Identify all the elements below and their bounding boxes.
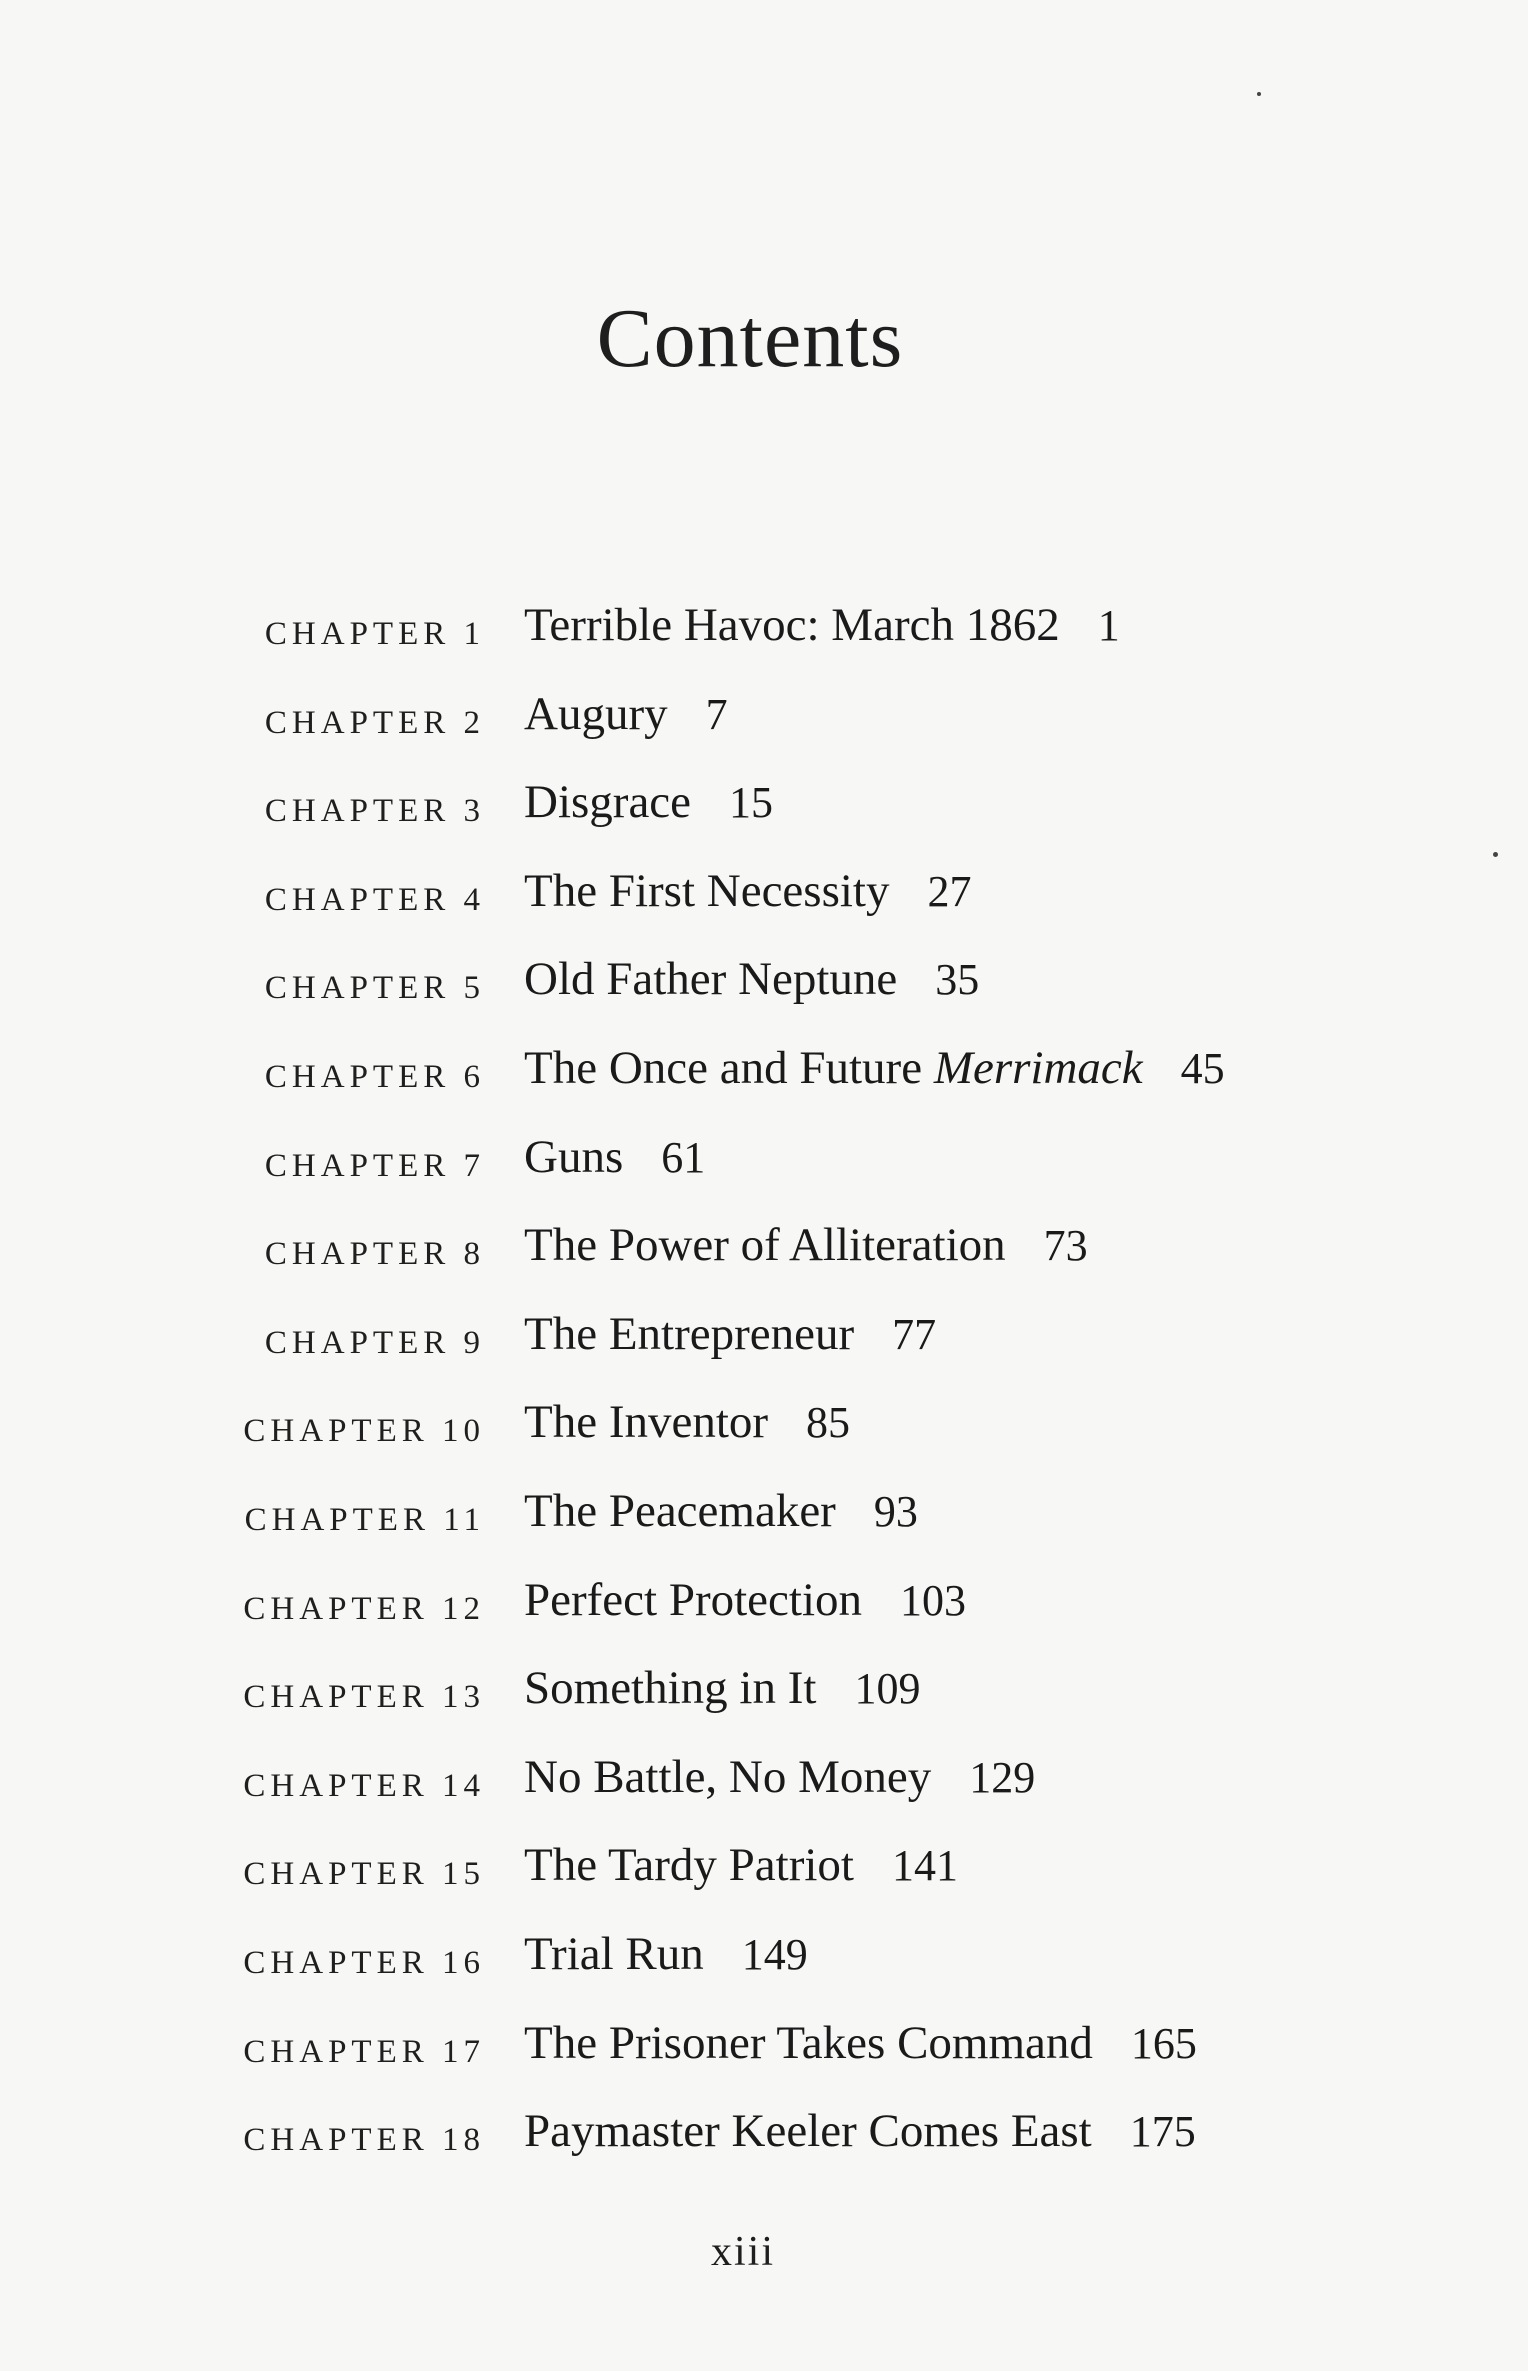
chapter-label: CHAPTER 17 [243,2033,485,2070]
ship-name: Merrimack [933,1041,1143,1094]
page-folio: xiii [710,2229,775,2275]
chapter-page-number: 141 [892,1841,958,1891]
toc-entry-11 [0,1476,1528,1565]
chapter-label: CHAPTER 14 [243,1767,485,1804]
toc-entry-17 [0,2008,1528,2097]
chapter-label: CHAPTER 3 [264,793,485,830]
chapter-title: Perfect Protection 103 [524,1573,967,1626]
chapter-title: Something in It 109 [524,1662,921,1715]
chapter-page-number: 103 [900,1575,967,1625]
chapter-title: The Tardy Patriot 141 [524,1839,958,1892]
table-of-contents [0,590,1528,2185]
chapter-page-number: 129 [969,1752,1036,1802]
page-title: Contents [596,292,904,385]
paper-speck [1257,92,1261,96]
toc-entry-7 [0,1122,1528,1211]
chapter-label: CHAPTER 6 [264,1058,485,1095]
chapter-title: Terrible Havoc: March 1862 1 [524,599,1120,651]
chapter-page-number: 35 [935,955,980,1005]
toc-entry-18 [0,2096,1528,2185]
chapter-label: CHAPTER 12 [243,1590,485,1627]
toc-entry-3 [0,767,1528,856]
toc-entry-2 [0,679,1528,768]
chapter-page-number: 27 [927,866,972,916]
toc-entry-14 [0,1742,1528,1831]
chapter-title: Guns 61 [524,1130,706,1183]
chapter-title: Paymaster Keeler Comes East 175 [524,2105,1196,2158]
chapter-page-number: 73 [1043,1221,1088,1271]
toc-entry-9 [0,1299,1528,1388]
chapter-title: The Entrepreneur 77 [524,1307,937,1360]
chapter-title: No Battle, No Money 129 [524,1750,1036,1803]
chapter-label: CHAPTER 10 [243,1413,485,1450]
chapter-label: CHAPTER 7 [264,1147,485,1184]
chapter-title: The Inventor 85 [524,1396,851,1449]
toc-entry-1 [0,590,1528,679]
chapter-title: The Prisoner Takes Command 165 [524,2016,1197,2069]
chapter-label: CHAPTER 9 [264,1324,485,1361]
toc-entry-5 [0,944,1528,1033]
chapter-label: CHAPTER 5 [264,970,485,1007]
chapter-title: Disgrace 15 [524,776,774,829]
chapter-page-number: 175 [1129,2107,1196,2157]
chapter-label: CHAPTER 1 [264,616,485,652]
chapter-title: The First Necessity 27 [524,864,972,917]
chapter-page-number: 85 [806,1398,851,1448]
chapter-page-number: 165 [1130,2018,1197,2068]
paper-speck [1493,852,1498,857]
chapter-label: CHAPTER 8 [264,1236,485,1273]
toc-entry-13 [0,1653,1528,1742]
chapter-page-number: 109 [854,1664,921,1714]
chapter-label: CHAPTER 16 [243,1944,485,1981]
chapter-label: CHAPTER 2 [264,704,485,741]
toc-entry-10 [0,1387,1528,1476]
chapter-page-number: 149 [741,1929,808,1979]
toc-entry-12 [0,1565,1528,1654]
chapter-title: Augury 7 [524,687,728,740]
chapter-page-number: 7 [705,689,728,739]
chapter-page-number: 1 [1097,601,1120,650]
chapter-page-number: 77 [892,1309,937,1359]
chapter-page-number: 45 [1180,1043,1225,1093]
toc-entry-16 [0,1919,1528,2008]
toc-entry-4 [0,856,1528,945]
chapter-label: CHAPTER 15 [243,1856,485,1893]
chapter-title: Trial Run 149 [524,1927,808,1980]
chapter-title: Old Father Neptune 35 [524,953,980,1006]
toc-entry-6 [0,1033,1528,1122]
chapter-title: The Peacemaker 93 [524,1484,918,1537]
chapter-title: The Once and Future Merrimack 45 [524,1041,1225,1094]
toc-entry-15 [0,1830,1528,1919]
chapter-page-number: 15 [729,778,774,828]
chapter-page-number: 93 [873,1486,918,1536]
toc-entry-8 [0,1210,1528,1299]
chapter-label: CHAPTER 11 [244,1501,485,1538]
chapter-label: CHAPTER 18 [243,2122,485,2159]
chapter-page-number: 61 [661,1132,706,1182]
chapter-title: The Power of Alliteration 73 [524,1219,1088,1272]
chapter-label: CHAPTER 4 [264,881,485,918]
chapter-label: CHAPTER 13 [243,1679,485,1716]
